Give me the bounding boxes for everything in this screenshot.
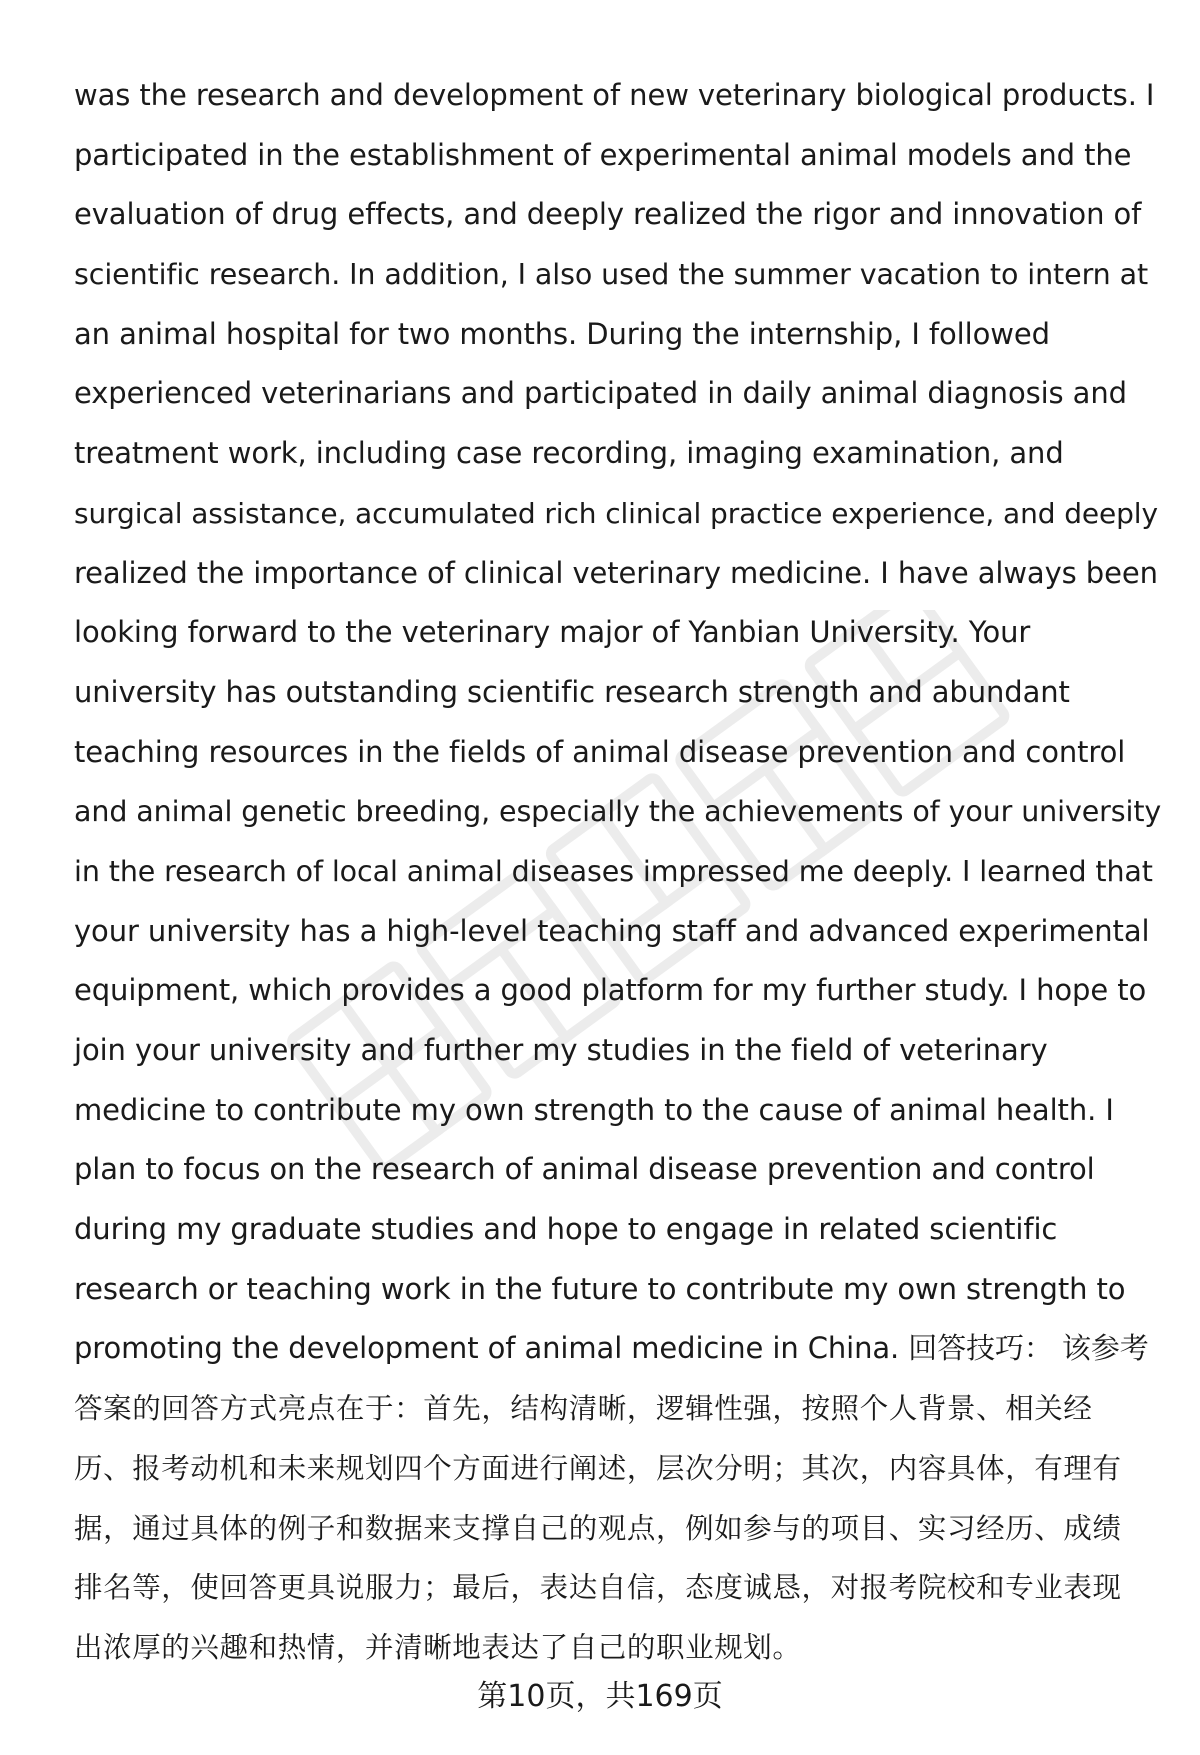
text-line: participated in the establishment of experimental animal models and the <box>74 137 1132 172</box>
text-line: medicine to contribute my own strength to the cause of animal health. I <box>74 1092 1114 1127</box>
text-line: teaching resources in the fields of animal disease prevention and control <box>74 734 1126 769</box>
text-line: surgical assistance, accumulated rich clinical practice experience, and deeply <box>74 496 1158 530</box>
text-line: during my graduate studies and hope to engage in related scientific <box>74 1212 1058 1247</box>
text-line: realized the importance of clinical veterinary medicine. I have always been <box>74 555 1158 590</box>
text-line: was the research and development of new veterinary biological products. I <box>74 78 1155 112</box>
page-number-footer: 第10页，共169页 <box>477 1679 723 1714</box>
text-line: 出浓厚的兴趣和热情，并清晰地表达了自己的职业规划。 <box>74 1630 802 1664</box>
text-line: an animal hospital for two months. During the internship, I followed <box>74 316 1050 351</box>
text-line: university has outstanding scientific research strength and abundant <box>74 674 1070 709</box>
text-line: in the research of local animal diseases impressed me deeply. I learned that <box>74 854 1153 888</box>
text-line: research or teaching work in the future to contribute my own strength to <box>74 1271 1126 1306</box>
text-line: 排名等，使回答更具说服力；最后，表达自信，态度诚恳，对报考院校和专业表现 <box>74 1571 1122 1605</box>
text-line: join your university and further my studies in the field of veterinary <box>74 1033 1048 1067</box>
text-line: experienced veterinarians and participated in daily animal diagnosis and <box>74 376 1127 411</box>
text-line: your university has a high-level teaching staff and advanced experimental <box>74 913 1150 948</box>
text-line: scientific research. In addition, I also used the summer vacation to intern at <box>74 258 1149 292</box>
text-line: promoting the development of animal medicine in China. 回答技巧： 该参考 <box>74 1331 1149 1366</box>
text-line: looking forward to the veterinary major of Yanbian University. Your <box>74 615 1031 650</box>
text-line: 答案的回答方式亮点在于：首先，结构清晰，逻辑性强，按照个人背景、相关经 <box>74 1392 1093 1426</box>
text-line: equipment, which provides a good platform for my further study. I hope to <box>74 973 1147 1008</box>
body-text <box>74 66 1164 1678</box>
text-line: 据，通过具体的例子和数据来支撑自己的观点，例如参与的项目、实习经历、成绩 <box>74 1511 1122 1545</box>
text-line: 历、报考动机和未来规划四个方面进行阐述，层次分明；其次，内容具体，有理有 <box>74 1451 1122 1485</box>
text-line: and animal genetic breeding, especially the achievements of your university <box>74 795 1162 829</box>
text-line: treatment work, including case recording, imaging examination, and <box>74 436 1064 471</box>
text-line: evaluation of drug effects, and deeply realized the rigor and innovation of <box>74 197 1142 232</box>
text-line: plan to focus on the research of animal disease prevention and control <box>74 1152 1095 1187</box>
